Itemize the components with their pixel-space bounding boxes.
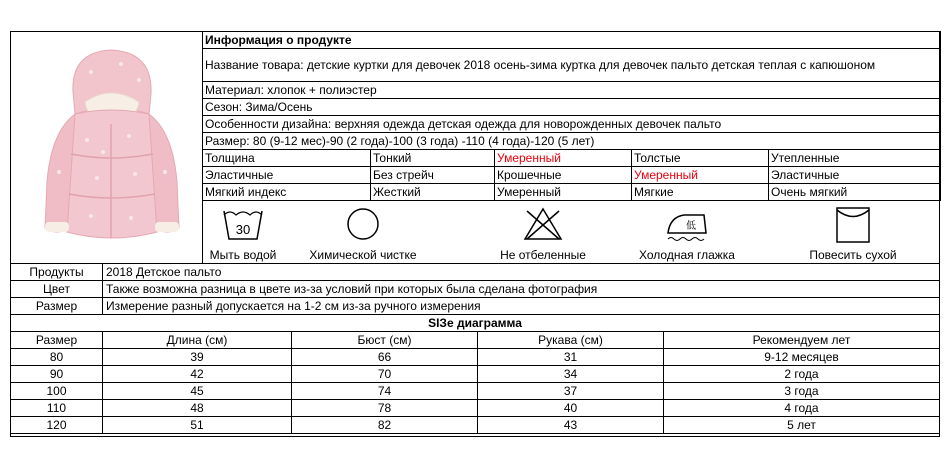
attr-value: 2018 Детское пальто [103,264,940,281]
table-cell: 70 [292,366,478,383]
dry-care [783,201,923,263]
table-cell: 43 [478,417,664,434]
wash-30-icon [220,205,266,243]
table-cell: 48 [103,400,292,417]
table-row [11,349,940,366]
table-cell: 100 [11,383,103,400]
svg-text:低: 低 [686,221,696,232]
column-header: Рекомендуем лет [664,332,940,349]
property-row-elasticity [203,167,941,184]
property-cell: Эластичные [769,167,941,184]
care-icons-row [202,201,940,263]
property-cell: Очень мягкий [769,184,941,201]
table-cell: 45 [103,383,292,400]
column-header: Длина (см) [103,332,292,349]
property-cell-selected: Умеренный [632,167,769,184]
table-cell: 82 [292,417,478,434]
nobleach-care [483,201,603,263]
table-row [11,417,940,434]
size-chart-title: SIЗе диаграмма [11,315,940,332]
property-cell: Крошечные [495,167,632,184]
column-header: Бюст (см) [292,332,478,349]
nobleach-label: Не отбеленные [500,248,586,262]
table-cell: 110 [11,400,103,417]
table-cell: 51 [103,417,292,434]
table-cell: 66 [292,349,478,366]
table-cell: 39 [103,349,292,366]
property-cell: Без стрейч [371,167,495,184]
table-row [11,383,940,400]
table-cell: 2 года [664,366,940,383]
wash-label: Мыть водой [209,248,277,262]
dry-clean-icon [343,205,383,243]
product-name-line: Название товара: детские куртки для девочек 2018 осень-зима куртка для девочек пальто детская теплая с капюшоном [203,49,941,82]
material-line: Материал: хлопок + полиэстер [203,82,941,99]
table-cell: 40 [478,400,664,417]
property-cell: Жесткий [371,184,495,201]
table-cell: 90 [11,366,103,383]
property-cell: Тонкий [371,150,495,167]
table-cell: 80 [11,349,103,366]
property-cell: Мягкий индекс [203,184,371,201]
table-cell: 9-12 месяцев [664,349,940,366]
table-cell: 4 года [664,400,940,417]
table-cell: 78 [292,400,478,417]
table-cell: 120 [11,417,103,434]
property-cell-selected: Умеренный [495,150,632,167]
size-line: Размер: 80 (9-12 мес)-90 (2 года)-100 (3 года) -110 (4 года)-120 (5 лет) [203,133,941,150]
property-cell: Толстые [632,150,769,167]
attr-value: Измерение разный допускается на 1-2 см из-за ручного измерения [103,298,940,315]
table-cell: 74 [292,383,478,400]
column-header: Рукава (см) [478,332,664,349]
product-info-table [202,31,941,201]
property-cell: Умеренный [495,184,632,201]
attr-value: Также возможна разница в цвете из-за условий при которых была сделана фотография [103,281,940,298]
property-cell: Толщина [203,150,371,167]
svg-text:30: 30 [235,222,251,237]
table-cell: 42 [103,366,292,383]
product-photo [11,32,202,263]
attr-key: Цвет [11,281,103,298]
table-cell: 37 [478,383,664,400]
property-cell: Мягкие [632,184,769,201]
season-line: Сезон: Зима/Осень [203,99,941,116]
info-heading: Информация о продукте [203,32,941,49]
attr-key: Продукты [11,264,103,281]
wash-care [203,201,283,263]
iron-care [627,201,747,263]
table-row [11,366,940,383]
property-row-softness [203,184,941,201]
design-line: Особенности дизайна: верхняя одежда детская одежда для новорожденных девочек пальто [203,116,941,133]
size-chart-header [11,332,940,349]
iron-label: Холодная глажка [639,248,735,262]
property-cell: Утепленные [769,150,941,167]
column-header: Размер [11,332,103,349]
table-cell: 3 года [664,383,940,400]
table-row [11,400,940,417]
size-chart-table [10,314,940,434]
dryclean-label: Химической чистке [309,248,417,262]
no-bleach-icon [521,205,565,243]
attributes-table [10,263,940,315]
property-cell: Эластичные [203,167,371,184]
table-cell: 31 [478,349,664,366]
dry-label: Повесить сухой [809,248,897,262]
dryclean-care [303,201,423,263]
table-cell: 5 лет [664,417,940,434]
attr-key: Размер [11,298,103,315]
cold-iron-icon [662,205,712,243]
property-row-thickness [203,150,941,167]
table-cell: 34 [478,366,664,383]
hang-dry-icon [833,205,873,245]
